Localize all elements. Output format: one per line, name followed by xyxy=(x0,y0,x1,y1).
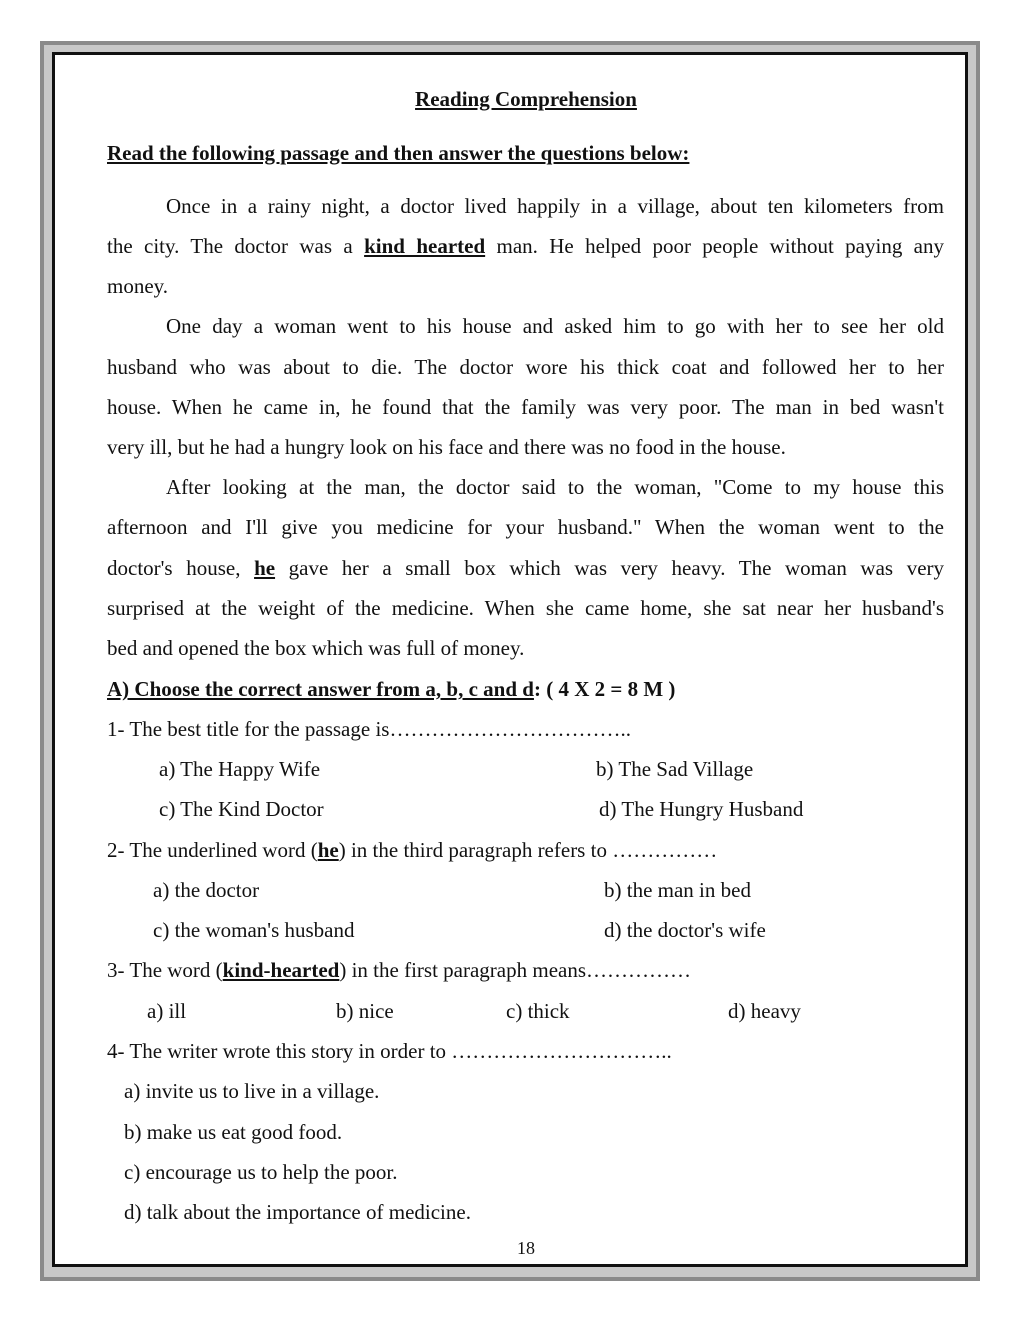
question-2-option-a[interactable]: a) the doctor xyxy=(153,878,260,902)
question-1-option-d[interactable]: d) The Hungry Husband xyxy=(599,797,804,821)
question-2-stem: 2- The underlined word (he) in the third paragraph refers to …………… xyxy=(107,838,718,862)
question-4-option-b[interactable]: b) make us eat good food. xyxy=(124,1120,343,1144)
question-3-stem: 3- The word (kind-hearted) in the first paragraph means…………… xyxy=(107,958,692,982)
section-a-heading: A) Choose the correct answer from a, b, c and d: ( 4 X 2 = 8 M ) xyxy=(107,677,676,701)
question-2-option-c[interactable]: c) the woman's husband xyxy=(153,918,355,942)
passage-p3-line3: doctor's house, he gave her a small box which was very heavy. The woman was very xyxy=(107,556,945,580)
page-title: Reading Comprehension xyxy=(415,87,637,111)
question-4-option-a[interactable]: a) invite us to live in a village. xyxy=(124,1079,380,1103)
page-number: 18 xyxy=(517,1238,535,1258)
passage-p1-line1: Once in a rainy night, a doctor lived happily in a village, about ten kilometers from xyxy=(166,194,944,218)
instruction: Read the following passage and then answer the questions below: xyxy=(107,141,690,165)
key-phrase-kind-hearted: kind hearted xyxy=(364,234,486,258)
key-word-he: he xyxy=(254,556,276,580)
question-1-option-a[interactable]: a) The Happy Wife xyxy=(159,757,321,781)
question-2-option-d[interactable]: d) the doctor's wife xyxy=(604,918,766,942)
question-4-option-c[interactable]: c) encourage us to help the poor. xyxy=(124,1160,398,1184)
question-2-option-b[interactable]: b) the man in bed xyxy=(604,878,751,902)
passage-p3-line2: afternoon and I'll give you medicine for your husband." When the woman went to the xyxy=(107,515,944,539)
question-3-option-d[interactable]: d) heavy xyxy=(728,999,801,1023)
passage-p2-line4: very ill, but he had a hungry look on his face and there was no food in the house. xyxy=(107,435,786,459)
question-1-option-c[interactable]: c) The Kind Doctor xyxy=(159,797,324,821)
passage-p3-line5: bed and opened the box which was full of money. xyxy=(107,636,525,660)
question-3-option-b[interactable]: b) nice xyxy=(336,999,394,1023)
passage-p3-line4: surprised at the weight of the medicine. When she came home, she sat near her husband's xyxy=(107,596,944,620)
passage-p1-line2: the city. The doctor was a kind hearted man. He helped poor people without paying any xyxy=(107,234,944,258)
passage-p2-line2: husband who was about to die. The doctor wore his thick coat and followed her to her xyxy=(107,355,944,379)
passage-p2-line1: One day a woman went to his house and asked him to go with her to see her old xyxy=(166,314,944,338)
question-3-option-a[interactable]: a) ill xyxy=(147,999,187,1023)
passage-p2-line3: house. When he came in, he found that the family was very poor. The man in bed wasn't xyxy=(107,395,944,419)
passage-p1-line3: money. xyxy=(107,274,169,298)
question-1-option-b[interactable]: b) The Sad Village xyxy=(596,757,754,781)
passage-p3-line1: After looking at the man, the doctor said to the woman, "Come to my house this xyxy=(166,475,944,499)
question-4-option-d[interactable]: d) talk about the importance of medicine. xyxy=(124,1200,471,1224)
question-4-stem: 4- The writer wrote this story in order to ………………………….. xyxy=(107,1039,672,1063)
question-1-stem: 1- The best title for the passage is…………………………….. xyxy=(107,717,631,741)
question-3-option-c[interactable]: c) thick xyxy=(506,999,570,1023)
